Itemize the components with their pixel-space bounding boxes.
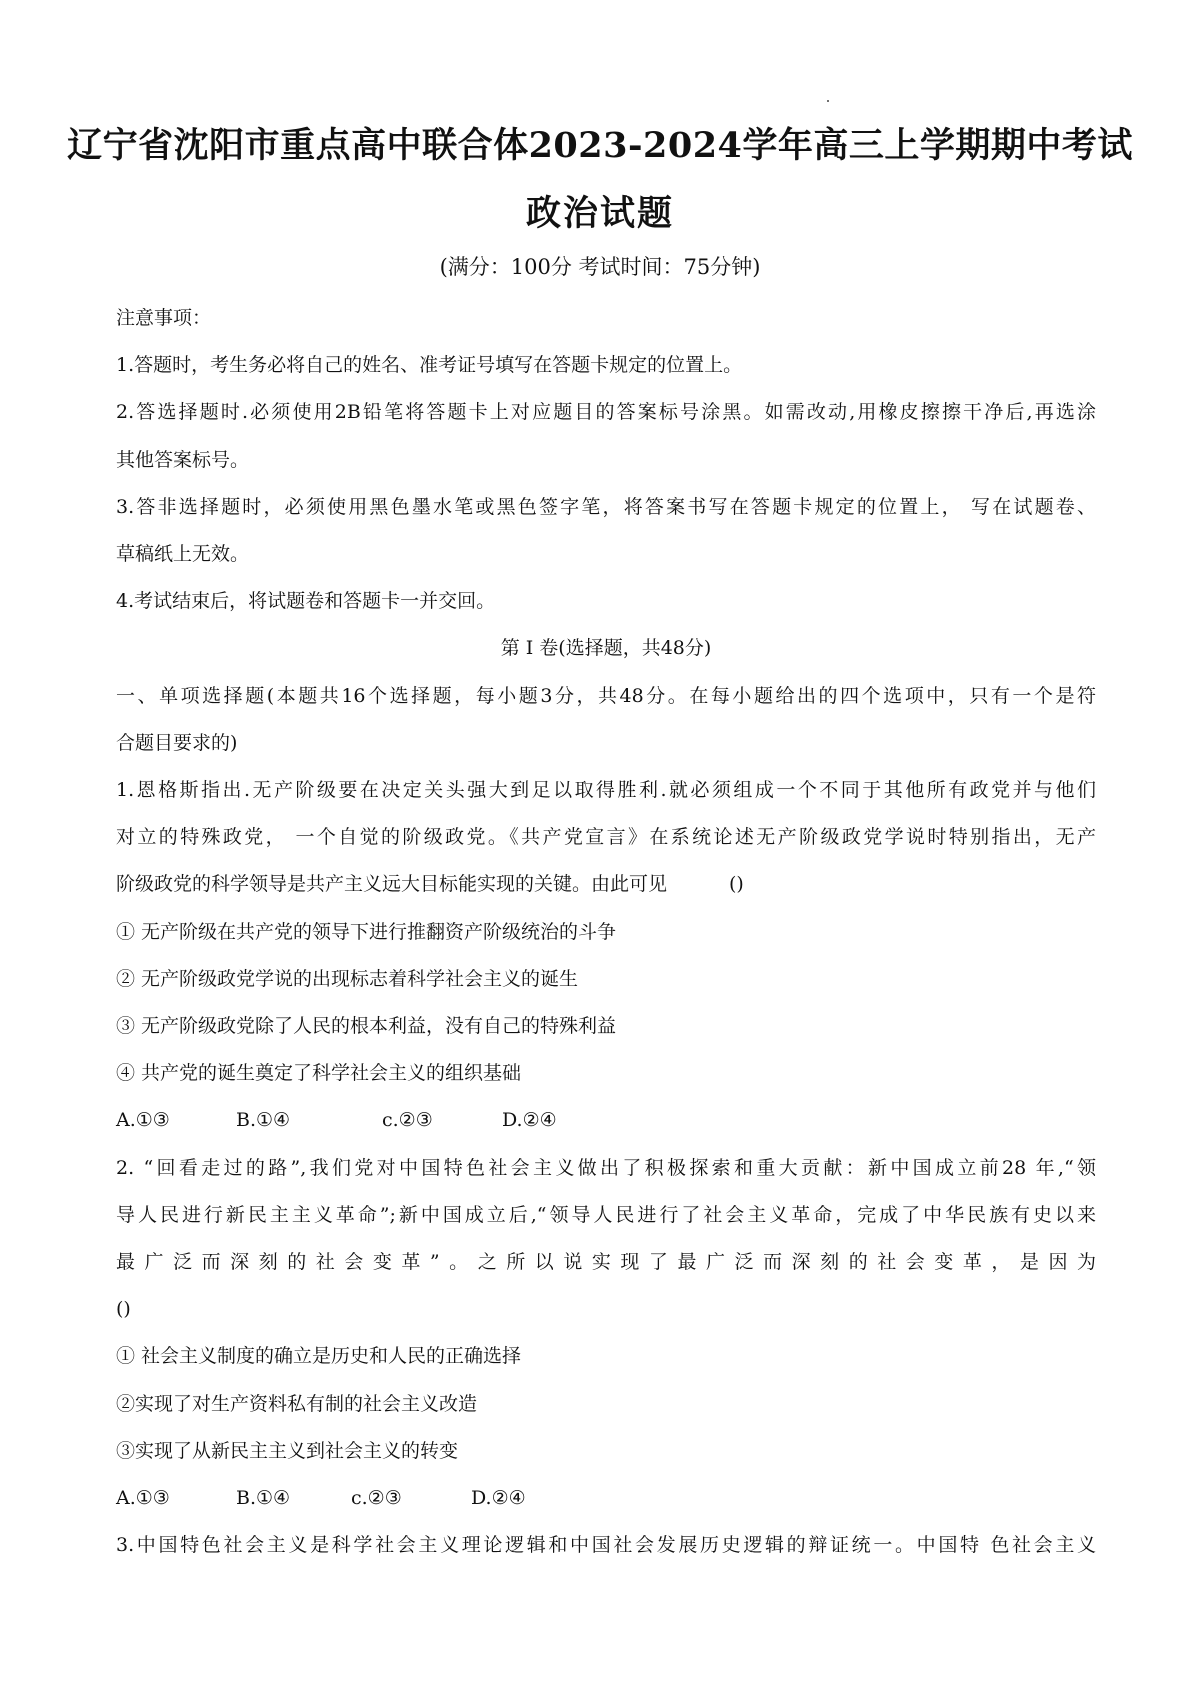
option-b: B.①④ xyxy=(236,1109,291,1132)
statement: ③ 无产阶级政党除了人民的根本利益，没有自己的特殊利益 xyxy=(116,1015,617,1038)
page-title: 辽宁省沈阳市重点高中联合体2023-2024学年高三上学期期中考试 xyxy=(67,125,1133,166)
answer-options xyxy=(116,1475,1096,1522)
notes-heading: 注意事项： xyxy=(116,307,212,329)
question-text: 1.恩格斯指出.无产阶级要在决定关头强大到足以取得胜利.就必须组成一个不同于其他所有政党并与他们 xyxy=(116,779,1096,802)
question-text: 导人民进行新民主主义革命”;新中国成立后,“领导人民进行了社会主义革命，完成了中华民族有史以来 xyxy=(116,1203,1096,1226)
statement: ④ 共产党的诞生奠定了科学社会主义的组织基础 xyxy=(116,1062,522,1085)
statement: ② 无产阶级政党学说的出现标志着科学社会主义的诞生 xyxy=(116,967,579,990)
note-item: 4.考试结束后，将试题卷和答题卡一并交回。 xyxy=(116,590,496,613)
page-subject-title: 政治试题 xyxy=(525,193,674,234)
option-b: B.①④ xyxy=(236,1487,291,1510)
section-instruction: 合题目要求的) xyxy=(116,731,238,754)
option-c: c.②③ xyxy=(382,1109,433,1132)
note-item: 其他答案标号。 xyxy=(116,448,250,471)
note-item: 2.答选择题时.必须使用2B铅笔将答题卡上对应题目的答案标号涂黑。如需改动,用橡皮擦擦干净后,再选涂 xyxy=(116,401,1096,424)
question-text xyxy=(116,861,1096,908)
option-c: c.②③ xyxy=(351,1487,402,1510)
question-text-part: 阶级政党的科学领导是共产主义远大目标能实现的关键。由此可见 xyxy=(116,873,668,896)
option-d: D.②④ xyxy=(502,1109,557,1132)
statement: ① 无产阶级在共产党的领导下进行推翻资产阶级统治的斗争 xyxy=(116,920,617,943)
question-text: 3.中国特色社会主义是科学社会主义理论逻辑和中国社会发展历史逻辑的辩证统一。中国特 色社会主义 xyxy=(116,1534,1096,1557)
answer-paren: () xyxy=(729,873,744,896)
statement: ③实现了从新民主主义到社会主义的转变 xyxy=(116,1439,459,1462)
question-text: 最广泛而深刻的社会变革”。之所以说实现了最广泛而深刻的社会变革，是因为 xyxy=(116,1251,1096,1274)
scan-dot xyxy=(827,100,829,102)
exam-content xyxy=(116,295,1096,1569)
question-text: 对立的特殊政党， 一个自觉的阶级政党。《共产党宣言》在系统论述无产阶级政党学说时特别指出，无产 xyxy=(116,826,1096,849)
question-text: () xyxy=(116,1298,131,1321)
section-title: 第 I 卷(选择题，共48分) xyxy=(500,637,712,660)
statement: ① 社会主义制度的确立是历史和人民的正确选择 xyxy=(116,1345,522,1368)
note-item: 草稿纸上无效。 xyxy=(116,543,250,566)
answer-options xyxy=(116,1097,1096,1144)
statement: ②实现了对生产资料私有制的社会主义改造 xyxy=(116,1392,478,1415)
option-a: A.①③ xyxy=(116,1487,170,1510)
exam-info: (满分：100分 考试时间：75分钟) xyxy=(439,255,761,279)
question-text: 2. “回看走过的路”,我们党对中国特色社会主义做出了积极探索和重大贡献：新中国成立前28 年,“领 xyxy=(116,1156,1096,1179)
option-d: D.②④ xyxy=(471,1487,526,1510)
note-item: 3.答非选择题时，必须使用黑色墨水笔或黑色签字笔，将答案书写在答题卡规定的位置上， 写在试题卷、 xyxy=(116,495,1096,518)
note-item: 1.答题时，考生务必将自己的姓名、准考证号填写在答题卡规定的位置上。 xyxy=(116,354,743,377)
section-instruction: 一、单项选择题(本题共16个选择题，每小题3分，共48分。在每小题给出的四个选项中，只有一个是符 xyxy=(116,684,1096,707)
option-a: A.①③ xyxy=(116,1109,170,1132)
